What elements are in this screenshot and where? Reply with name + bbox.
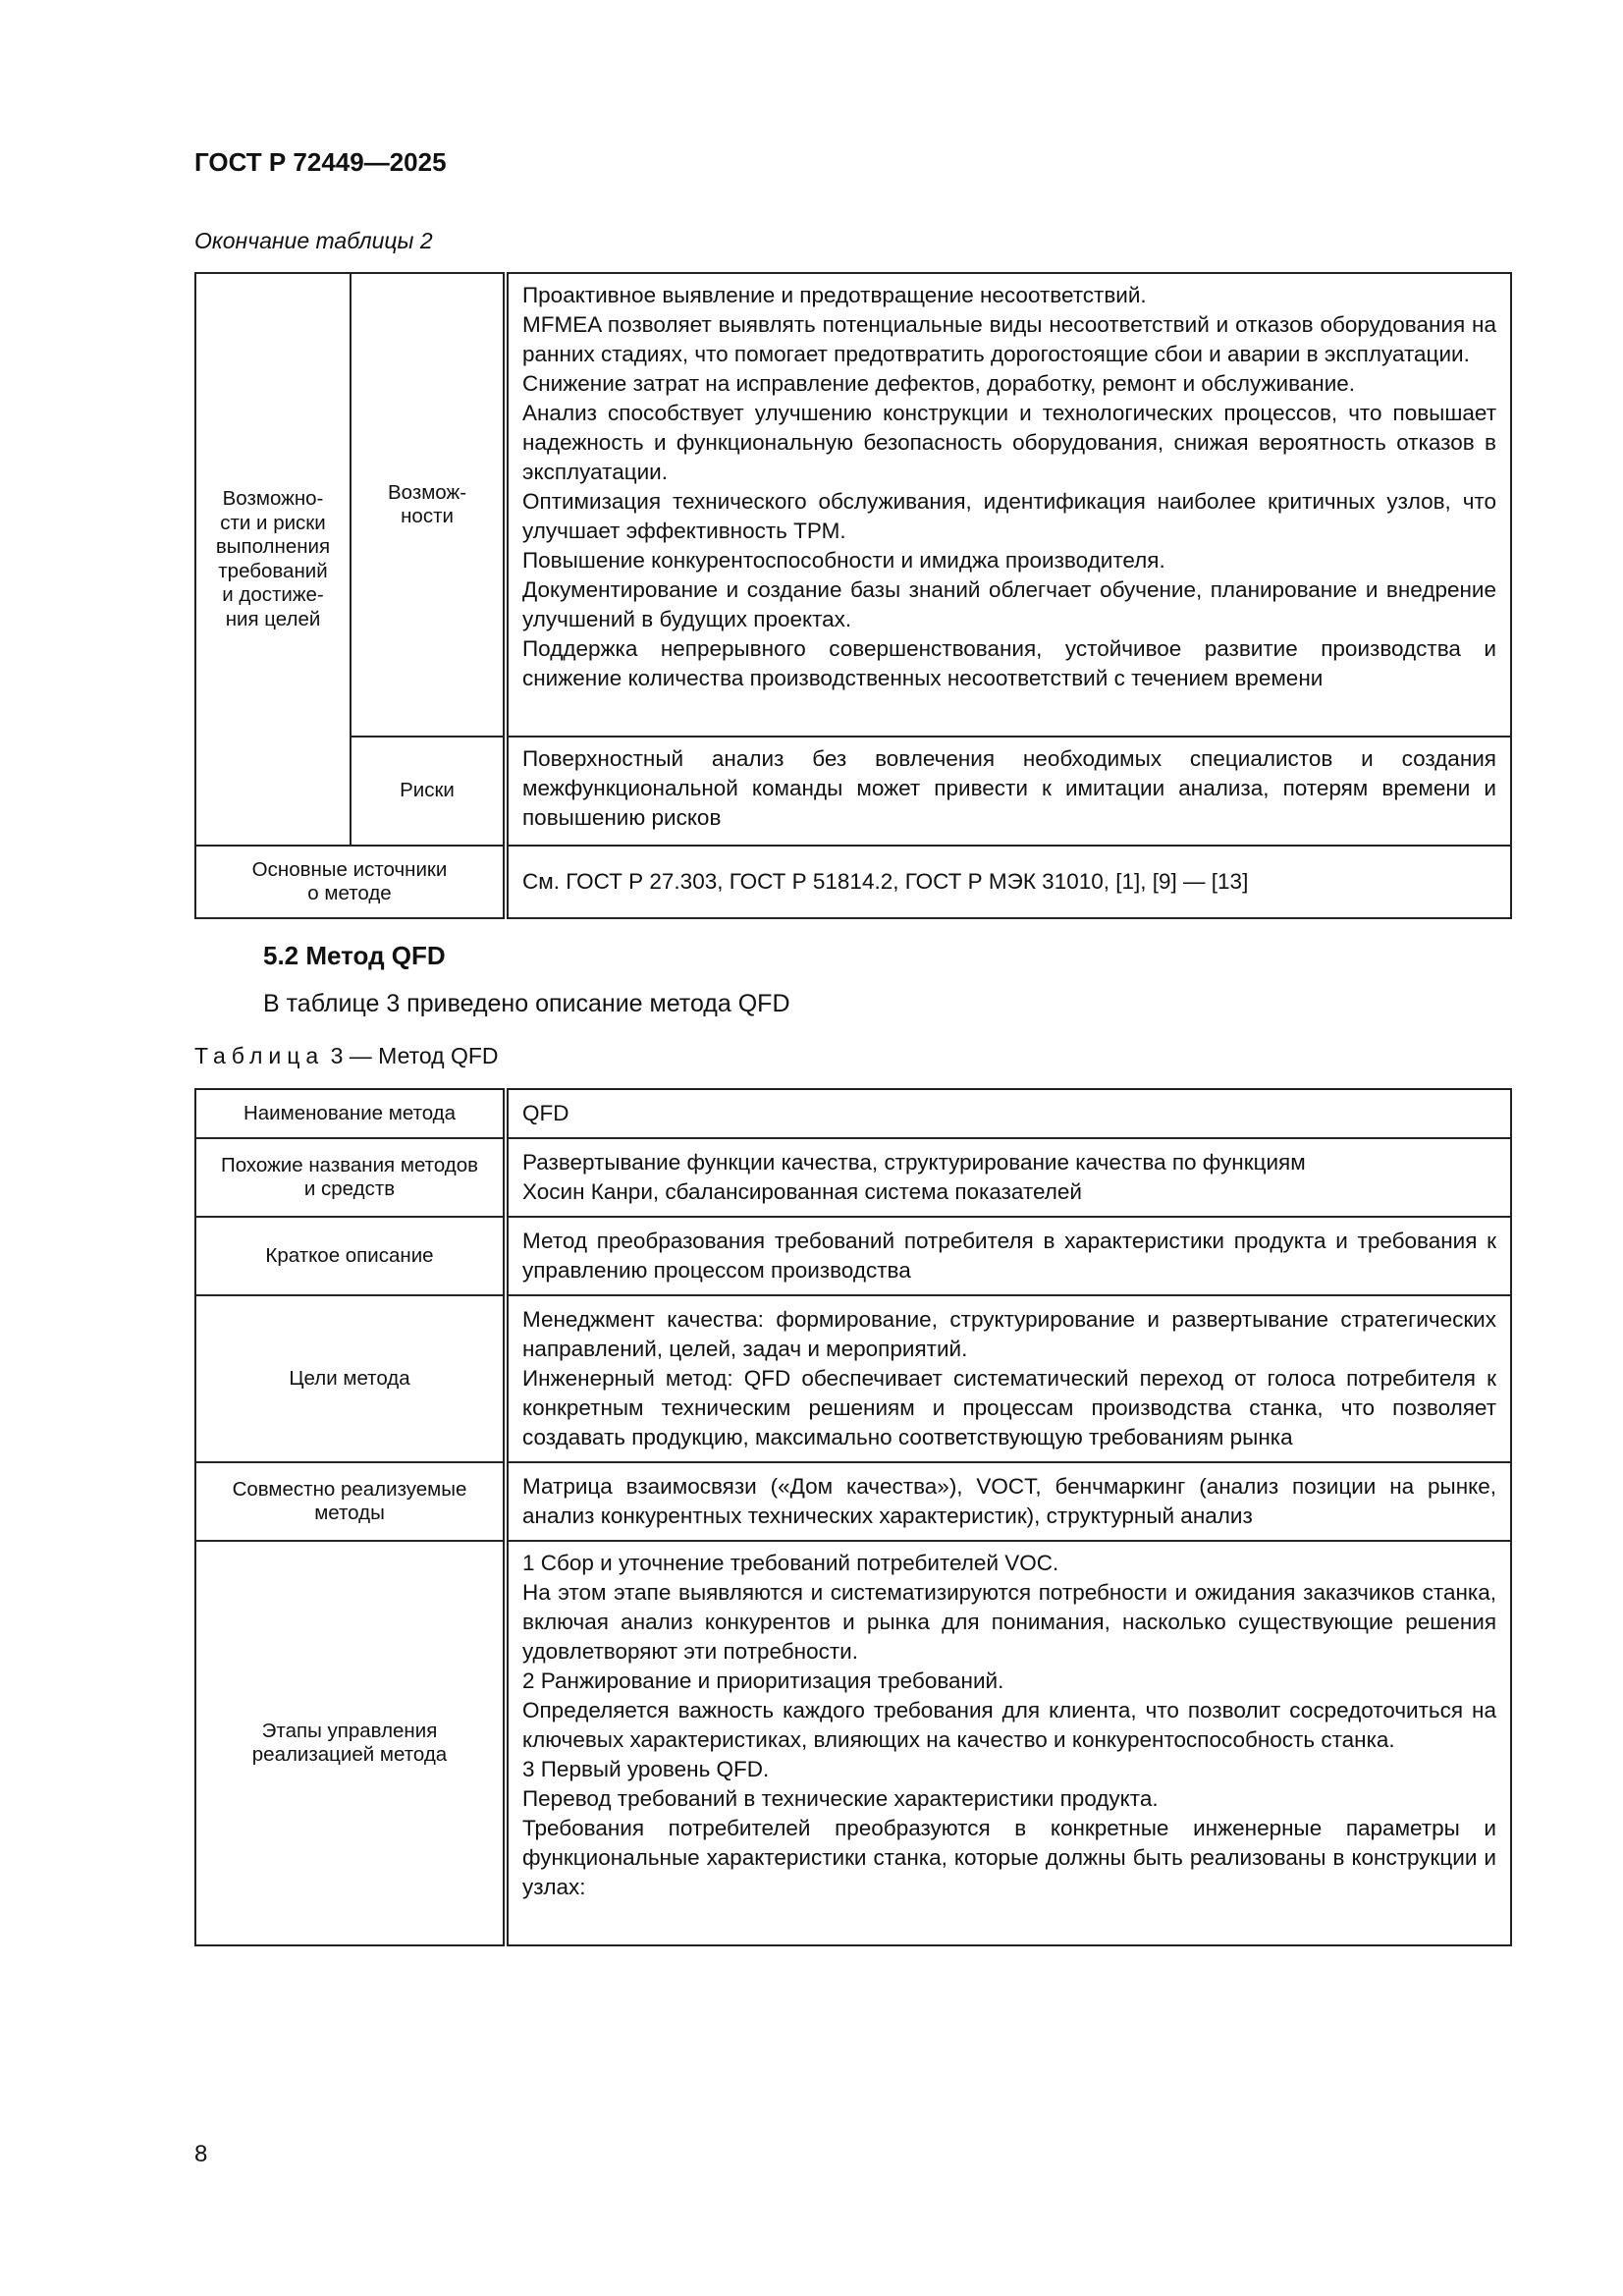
opportunities-line: Повышение конкурентоспособности и имиджа производителя. (522, 548, 1165, 573)
row-label-cell (195, 1217, 506, 1295)
page-number: 8 (194, 2141, 208, 2167)
table-caption-rest: 3 — Метод QFD (324, 1043, 499, 1068)
row-label: Совместно реализуемые методы (232, 1477, 467, 1524)
row-text-line: Перевод требований в технические характеристики продукта. (522, 1786, 1159, 1811)
table-3-qfd (194, 1088, 1512, 1946)
document-header: ГОСТ Р 72449—2025 (194, 147, 447, 177)
sources-text: См. ГОСТ Р 27.303, ГОСТ Р 51814.2, ГОСТ Р МЭК 31010, [1], [9] — [13] (522, 869, 1249, 894)
row-text-cell (506, 1541, 1511, 1945)
table-3-caption (194, 1043, 499, 1069)
opportunities-line: Поддержка непрерывного совершенствования, устойчивое развитие производства и снижение количества производственных несоответствий с течением времени (522, 636, 1496, 690)
row-text-line: Инженерный метод: QFD обеспечивает систематический переход от голоса потребителя к конкретным техническим решениям и процессам производства станка, что позволяет создавать продукцию, максимально соответствующую требованиям рынка (522, 1366, 1496, 1449)
table-continuation-caption: Окончание таблицы 2 (194, 228, 433, 253)
opportunities-line: Документирование и создание базы знаний облегчает обучение, планирование и внедрение улучшений в будущих проектах. (522, 577, 1496, 631)
opportunities-line: MFMEA позволяет выявлять потенциальные виды несоответствий и отказов оборудования на ранних стадиях, что помогает предотвратить дорогостоящие сбои и аварии в эксплуатации. (522, 312, 1496, 366)
row-label-cell (195, 1541, 506, 1945)
opportunities-line: Оптимизация технического обслуживания, идентификация наиболее критичных узлов, что улучшает эффективность ТРМ. (522, 489, 1496, 543)
row-label: Наименование метода (243, 1101, 457, 1124)
section-intro: В таблице 3 приведено описание метода QFD (263, 990, 790, 1017)
row-text-line: Развертывание функции качества, структурирование качества по функциям (522, 1150, 1306, 1175)
row-text-line: 3 Первый уровень QFD. (522, 1757, 770, 1781)
row-label: Краткое описание (265, 1243, 434, 1267)
opportunities-line: Проактивное выявление и предотвращение несоответствий. (522, 283, 1147, 307)
row-label: Цели метода (289, 1366, 410, 1390)
row-label: Похожие названия методов и средств (220, 1153, 479, 1200)
row-text-line: Хосин Канри, сбалансированная система показателей (522, 1179, 1082, 1204)
sources-label-cell (195, 846, 506, 918)
opportunities-label: Возмож- ности (387, 480, 467, 527)
row-label-cell (195, 1295, 506, 1462)
row-text-line: 1 Сбор и уточнение требований потребителей VOC. (522, 1551, 1059, 1575)
sources-label: Основные источники о методе (251, 857, 448, 904)
row-text-line: 2 Ранжирование и приоритизация требований. (522, 1668, 1004, 1693)
risks-label: Риски (400, 779, 455, 802)
opportunities-line: Анализ способствует улучшению конструкции и технологических процессов, что повышает надежность и функциональную безопасность оборудования, снижая вероятность отказов в эксплуатации. (522, 401, 1496, 484)
opportunities-label-cell (351, 273, 506, 737)
row-text-line: Менеджмент качества: формирование, структурирование и развертывание стратегических направлений, целей, задач и мероприятий. (522, 1307, 1496, 1361)
section-heading: 5.2 Метод QFD (263, 941, 446, 970)
row-text-line: Метод преобразования требований потребителя в характеристики продукта и требования к управлению процессом производства (522, 1229, 1496, 1283)
row-text-line: QFD (522, 1101, 569, 1125)
row-text-cell (506, 1138, 1511, 1217)
row-text-cell (506, 1089, 1511, 1138)
opportunities-line: Снижение затрат на исправление дефектов, доработку, ремонт и обслуживание. (522, 371, 1356, 396)
row-label-cell (195, 1138, 506, 1217)
risks-label-cell (351, 737, 506, 846)
table-caption-word: Таблица (194, 1043, 325, 1068)
table-2-continuation (194, 272, 1512, 919)
risks-text: Поверхностный анализ без вовлечения необходимых специалистов и создания межфункциональной команды может привести к имитации анализа, потерям времени и повышению рисков (522, 746, 1496, 830)
row-text-cell (506, 1217, 1511, 1295)
row-text-cell (506, 1295, 1511, 1462)
row-text-line: Требования потребителей преобразуются в конкретные инженерные параметры и функциональные характеристики станка, которые должны быть реализованы в конструкции и узлах: (522, 1816, 1496, 1899)
row-label-cell (195, 1089, 506, 1138)
group-label-cell (195, 273, 351, 846)
row-text-line: Матрица взаимосвязи («Дом качества»), VOCT, бенчмаркинг (анализ позиции на рынке, анализ конкурентных технических характеристик), структурный анализ (522, 1474, 1496, 1528)
sources-text-cell (506, 846, 1511, 918)
group-label: Возможно- сти и риски выполнения требований и достиже- ния целей (215, 487, 331, 630)
row-text-cell (506, 1462, 1511, 1541)
row-label-cell (195, 1462, 506, 1541)
risks-text-cell (506, 737, 1511, 846)
opportunities-text-cell (506, 273, 1511, 737)
row-label: Этапы управления реализацией метода (251, 1719, 448, 1766)
row-text-line: Определяется важность каждого требования для клиента, что позволит сосредоточиться на ключевых характеристиках, влияющих на качество и конкурентоспособность станка. (522, 1698, 1496, 1752)
row-text-line: На этом этапе выявляются и систематизируются потребности и ожидания заказчиков станка, включая анализ конкурентов и рынка для понимания, насколько существующие решения удовлетворяют эти потребности. (522, 1580, 1496, 1664)
